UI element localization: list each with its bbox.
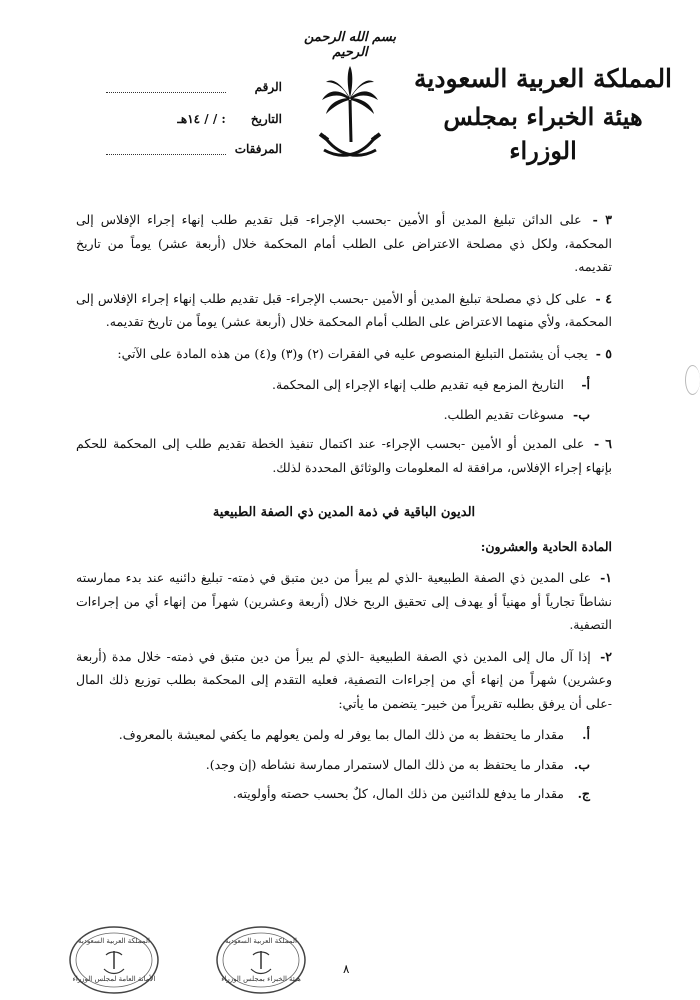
- sub-item-letter: ب.: [573, 756, 590, 772]
- article-title: المادة الحادية والعشرون:: [480, 538, 612, 554]
- page-number: ٨: [343, 962, 350, 976]
- paragraph-4: [76, 287, 612, 334]
- article-paragraph-2: [76, 645, 612, 716]
- reference-number-label: الرقم: [254, 80, 282, 94]
- attachments-field: [92, 142, 282, 156]
- article-paragraph-1: [76, 566, 612, 637]
- attachments-label: المرفقات: [234, 142, 282, 156]
- sub-item-text: مقدار ما يدفع للدائنين من ذلك المال، كلٌ بحسب حصته وأولويته.: [232, 786, 565, 801]
- paragraph-text: على كل ذي مصلحة تبليغ المدين أو الأمين -بحسب الإجراء- قبل تقديم طلب إنهاء إجراء الإفلاس إلى المحكمة، ولأي منهما الاعتراض على الطلب أمام المحكمة خلال (أربعة عشر) يوماً من تاريخ تقديمه.: [76, 290, 612, 329]
- date-value: : / / ١٤هـ: [177, 112, 226, 126]
- stamp-seal-icon: [215, 925, 307, 995]
- article-sub-item-a: [76, 723, 612, 747]
- sub-item-text: مسوغات تقديم الطلب.: [443, 406, 565, 422]
- official-stamp-right: [215, 925, 307, 995]
- basmala-calligraphy: بسم الله الرحمن الرحيم: [304, 30, 396, 60]
- paragraph-3: [76, 208, 612, 279]
- stamp-bottom-text: الأمانة العامة لمجلس الوزراء: [72, 975, 156, 983]
- paragraph-text: يجب أن يشتمل التبليغ المنصوص عليه في الفقرات (٢) و(٣) و(٤) من هذه المادة على الآتي:: [117, 345, 588, 361]
- sub-item-letter: ج.: [577, 786, 590, 801]
- article-sub-item-c: [76, 782, 612, 806]
- sub-item-text: مقدار ما يحتفظ به من ذلك المال بما يوفر له ولمن يعولهم ما يكفي لمعيشة بالمعروف.: [118, 727, 565, 742]
- paragraph-text: على الدائن تبليغ المدين أو الأمين -بحسب الإجراء- قبل تقديم طلب إنهاء إجراء الإفلاس إلى المحكمة، ولكل ذي مصلحة الاعتراض على الطلب أمام المحكمة خلال (أربعة عشر) يوماً من تاريخ تقديمه.: [76, 212, 612, 274]
- paragraph-text: إذا آل مال إلى المدين ذي الصفة الطبيعية -الذي لم يبرأ من دين متبق في ذمته- خلال مدة (أربعة وعشرين) شهراً من إنهاء أي من إجراءات التصفية، فعليه التقدم إلى المحكمة بطلب توزيع ذلك المال -على أن يرفق بطلبه تقريراً من خبير- يتضمن ما يأتي:: [76, 648, 612, 711]
- paragraph-5: [76, 342, 612, 366]
- stamp-bottom-text: هيئة الخبراء بمجلس الوزراء: [221, 975, 301, 983]
- stamp-top-text: المملكة العربية السعودية: [225, 937, 297, 945]
- sub-item-letter: أ-: [581, 377, 590, 392]
- sub-item-text: التاريخ المزمع فيه تقديم طلب إنهاء الإجراء إلى المحكمة.: [271, 377, 565, 392]
- paragraph-6: [76, 432, 612, 479]
- paragraph-number: ٣ -: [592, 212, 612, 227]
- paragraph-text: على المدين أو الأمين -بحسب الإجراء- عند اكتمال تنفيذ الخطة تقديم طلب إلى المحكمة للحكم بإنهاء إجراء الإفلاس، مرافقة له المعلومات والوثائق المحددة لذلك.: [76, 436, 612, 475]
- organization-name: هيئة الخبراء بمجلس الوزراء: [443, 102, 643, 165]
- palm-and-swords-emblem-icon: [318, 60, 382, 170]
- sub-item-text: مقدار ما يحتفظ به من ذلك المال لاستمرار ممارسة نشاطه (إن وجد).: [205, 756, 565, 772]
- paragraph-number: ٢-: [600, 648, 612, 664]
- punch-hole-mark: [685, 365, 700, 395]
- official-stamp-left: [68, 925, 160, 995]
- attachments-line: [106, 144, 226, 155]
- section-heading: الديون الباقية في ذمة المدين ذي الصفة الطبيعية: [212, 505, 476, 520]
- reference-number-line: [106, 82, 226, 93]
- paragraph-number: ٥ -: [595, 345, 612, 361]
- reference-number-field: [92, 80, 282, 94]
- date-label: التاريخ: [250, 112, 282, 126]
- paragraph-number: ٤ -: [595, 290, 612, 306]
- article-sub-item-b: [76, 753, 612, 777]
- sub-item-b: [76, 403, 612, 427]
- kingdom-name: المملكة العربية السعودية: [413, 64, 673, 93]
- sub-item-a: [76, 373, 612, 397]
- sub-item-letter: ب-: [573, 406, 590, 422]
- date-field: [92, 112, 282, 126]
- paragraph-number: ١-: [600, 570, 612, 585]
- stamp-top-text: المملكة العربية السعودية: [78, 937, 150, 945]
- paragraph-number: ٦ -: [594, 436, 612, 451]
- sub-item-letter: أ.: [582, 727, 590, 742]
- paragraph-text: على المدين ذي الصفة الطبيعية -الذي لم يبرأ من دين متبق في ذمته- تبليغ دائنيه عند بدء ممارسته نشاطاً تجارياً أو مهنياً أو يهدف إلى تحقيق الربح خلال (أربعة وعشرين) شهراً من إنهاء أي من إجراءات التصفية.: [76, 570, 612, 632]
- stamp-seal-icon: [68, 925, 160, 995]
- document-body: [76, 208, 612, 812]
